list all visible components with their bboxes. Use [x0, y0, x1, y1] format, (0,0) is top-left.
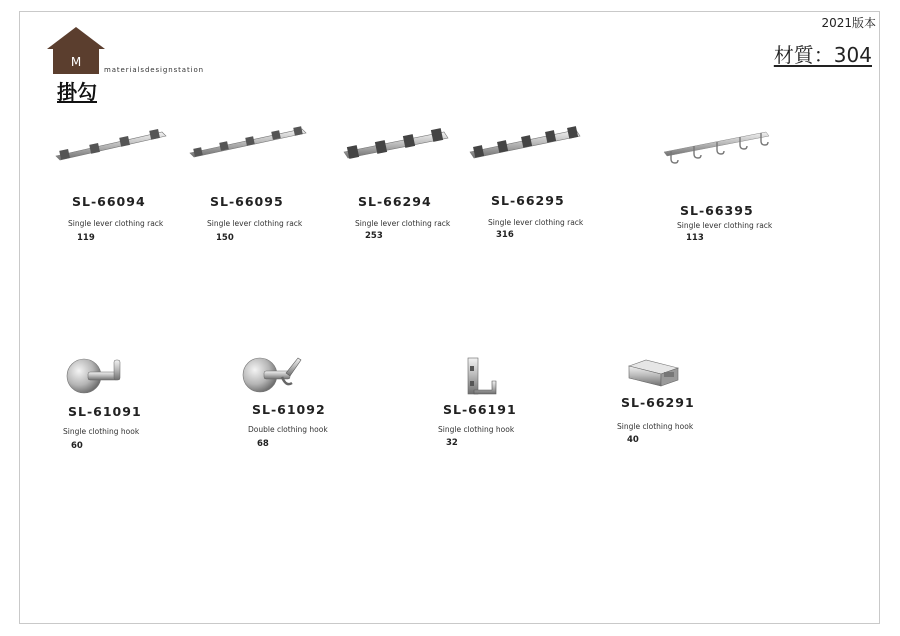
- house-logo-icon: [46, 26, 106, 74]
- logo-letter: M: [70, 55, 82, 69]
- product-code: SL-66191: [443, 402, 517, 417]
- material-label: 材質：304: [773, 43, 872, 67]
- product-code: SL-61092: [252, 402, 326, 417]
- product-desc: Single lever clothing rack: [677, 221, 773, 230]
- product-desc: Double clothing hook: [248, 425, 328, 434]
- product-desc: Single lever clothing rack: [68, 219, 164, 228]
- brand-name: materialsdesignstation: [104, 66, 204, 74]
- square-single-hook-icon: [460, 356, 502, 398]
- product-code: SL-66294: [358, 194, 432, 209]
- product-qty: 40: [627, 435, 639, 445]
- product-code: SL-66095: [210, 194, 284, 209]
- product-qty: 32: [446, 438, 458, 448]
- product-desc: Single lever clothing rack: [207, 219, 303, 228]
- product-qty: 316: [496, 230, 514, 240]
- square-bar-hook-5-icon: [468, 126, 582, 162]
- product-qty: 68: [257, 439, 269, 449]
- product-qty: 60: [71, 441, 83, 451]
- product-qty: 119: [77, 233, 95, 243]
- round-single-hook-icon: [66, 356, 128, 396]
- page-frame: [19, 11, 880, 624]
- bar-hook-5-icon: [188, 125, 308, 161]
- version-label: 2021版本: [821, 16, 876, 30]
- product-desc: Single lever clothing rack: [488, 218, 584, 227]
- product-desc: Single clothing hook: [617, 422, 694, 431]
- product-code: SL-66094: [72, 194, 146, 209]
- block-hook-icon: [626, 358, 682, 390]
- product-desc: Single clothing hook: [63, 427, 140, 436]
- square-bar-hook-4-icon: [342, 128, 450, 162]
- product-code: SL-61091: [68, 404, 142, 419]
- product-qty: 253: [365, 231, 383, 241]
- page-title: 掛勾: [57, 80, 97, 104]
- curved-bar-hook-5-icon: [662, 128, 772, 168]
- product-qty: 113: [686, 233, 704, 243]
- product-code: SL-66395: [680, 203, 754, 218]
- product-qty: 150: [216, 233, 234, 243]
- bar-hook-4-icon: [54, 126, 168, 166]
- product-code: SL-66295: [491, 193, 565, 208]
- round-double-hook-icon: [242, 354, 304, 394]
- product-code: SL-66291: [621, 395, 695, 410]
- product-desc: Single clothing hook: [438, 425, 515, 434]
- product-desc: Single lever clothing rack: [355, 219, 451, 228]
